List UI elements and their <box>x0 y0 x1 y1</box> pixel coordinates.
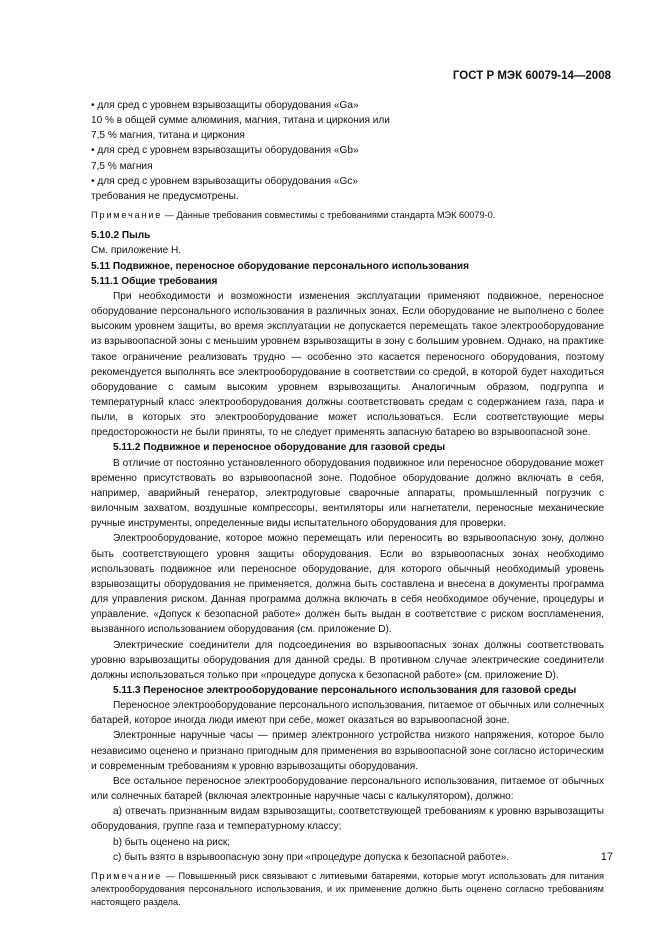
paragraph: Электронные наручные часы — пример электронного устройства низкого напряжения, которое было независимо оценено и признано пригодным для применения во взрывоопасной зоне согласно историческим и современным требованиям к уровню взрывозащиты оборудования. <box>91 730 604 772</box>
paragraph: Электрооборудование, которое можно перемещать или переносить во взрывоопасную зону, должно быть соответствующего уровня защиты оборудования. Если во взрывоопасных зонах необходимо использовать подвижное или переносное оборудование, для которого обычный необходимый уровень взрывозащиты оборудования не применяется, должна быть составлена и внесена в документы программа для управления риском. Данная программа должна включать в себя необходимое обучение, процедуры и управление. «Допуск к безопасной работе» должен быть выдан в соответствие с риском воспламенения, вызванного использованием оборудования (см. приложение D). <box>91 533 604 636</box>
heading-5-11-2: 5.11.2 Подвижное и переносное оборудование для газовой среды <box>113 442 446 454</box>
list-item-b: b) быть оценено на риск; <box>113 836 231 848</box>
text-line: 7,5 % магния, титана и циркония <box>91 130 245 142</box>
bullet-ga: • для сред с уровнем взрывозащиты оборудования «Ga» <box>91 100 359 111</box>
standard-header: ГОСТ Р МЭК 60079-14—2008 <box>452 70 611 82</box>
document-body <box>91 98 604 909</box>
note-text: — Повышенный риск связывают с литиевыми батареями, которые могут использовать для питания электрооборудования персонального использования, и их применение должно быть оценено согласно требованиям настоящего раздела. <box>91 870 604 908</box>
page-number: 17 <box>600 851 613 863</box>
list-item-a: a) отвечать признанным видам взрывозащиты, соответствующей требованиям к уровню взрывозащиты оборудования, группе газа и температурному классу; <box>91 806 604 833</box>
bullet-gc: • для сред с уровнем взрывозащиты оборудования «Gc» <box>91 175 358 187</box>
heading-5-11-1: 5.11.1 Общие требования <box>91 275 218 287</box>
paragraph: При необходимости и возможности изменения эксплуатации применяют подвижное, переносное оборудование персонального использования в различных зонах. Если оборудование не выполнено с более высоким уровнем защиты, во время эксплуатации не допускается перемещать такое электрооборудование из взрывоопасной зоны с меньшим уровнем взрывозащиты в зону с большим уровнем. Однако, на практике такое ограничение реализовать трудно — особенно это касается переносного оборудования, поэтому рекомендуется выполнять все электрооборудование в соответствии со средой, в которой будет находиться оборудование с самым высоким уровнем взрывозащиты. Аналогичным образом, подгруппа и температурный класс электрооборудования должны соответствовать средам с содержанием газа, пара и пыли, в которых это электрооборудование может использоваться. Если соответствующие меры предосторожности не были приняты, то не следует применять запасную батарею во взрывоопасной зоне. <box>91 290 604 439</box>
text-line: требования не предусмотрены. <box>91 190 239 202</box>
note-label: Примечание <box>91 870 163 881</box>
list-item-c: c) быть взято в взрывоопасную зону при «процедуре допуска к безопасной работе». <box>113 851 510 863</box>
paragraph: В отличие от постоянно установленного оборудования подвижное или переносное оборудование может временно присутствовать во взрывоопасной зоне. Подобное оборудование должно включать в себя, например, аварийный генератор, электродуговые сварочные аппараты, промышленный погрузчик с вилочным захватом, воздушные компрессоры, вентиляторы или нагнетатели, переносные механические ручные инструменты, определенные виды испытательного оборудования для проверки. <box>91 457 604 530</box>
note-text: — Данные требования совместимы с требованиями стандарта МЭК 60079-0. <box>162 210 496 221</box>
heading-5-11-3: 5.11.3 Переносное электрооборудование персонального использования для газовой среды <box>113 684 577 696</box>
paragraph: Электрические соединители для подсоединения во взрывоопасных зонах должны соответствовать уровню взрывозащиты оборудования для данной среды. В противном случае электрические соединители должны использоваться только при «процедуре допуска к безопасной работе» (см. приложение D). <box>91 639 604 681</box>
paragraph: Все остальное переносное электрооборудование персонального использования, питаемое от обычных или солнечных батарей (включая электронные наручные часы с калькулятором), должно: <box>91 775 604 803</box>
note-1 <box>91 209 604 222</box>
paragraph: Переносное электрооборудование персонального использования, питаемое от обычных или солнечных батарей, которое иногда люди имеют при себе, может оказаться во взрывоопасной зоне. <box>91 700 604 727</box>
heading-5-11: 5.11 Подвижное, переносное оборудование персонального использования <box>91 260 470 272</box>
paragraph: См. приложение Н. <box>91 245 182 257</box>
note-2 <box>91 870 604 910</box>
heading-5-10-2: 5.10.2 Пыль <box>91 230 151 242</box>
text-line: 10 % в общей сумме алюминия, магния, титана и циркония или <box>91 115 390 127</box>
text-line: 7,5 % магния <box>91 160 153 172</box>
bullet-gb: • для сред с уровнем взрывозащиты оборудования «Gb» <box>91 145 359 157</box>
note-label: Примечание <box>91 210 163 221</box>
